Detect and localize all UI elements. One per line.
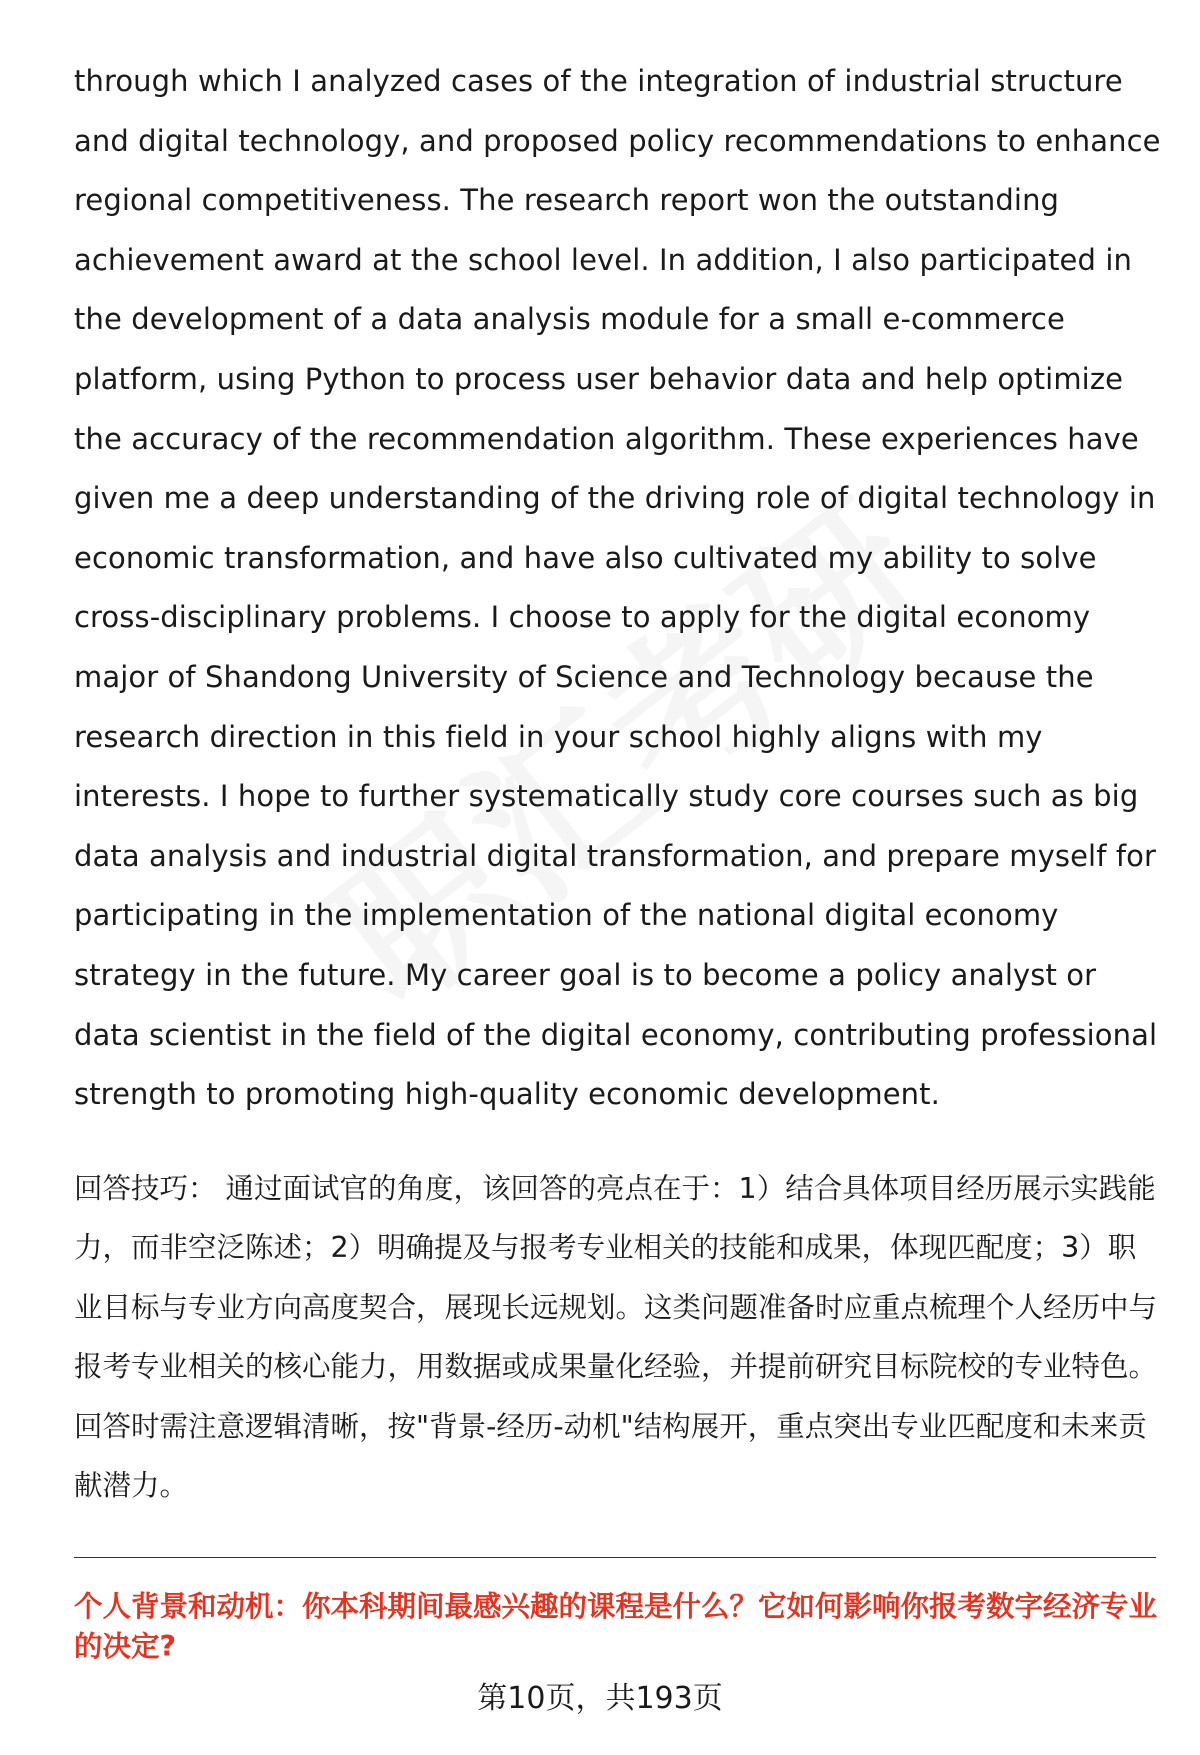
answer-paragraph-english: through which I analyzed cases of the integration of industrial structure and digital technology, and proposed policy recommendations to enhance regional competitiveness. The research report won the outstanding achievement award at the school level. In addition, I also participated in the development of a data analysis module for a small e-commerce platform, using Python to process user behavior data and help optimize the accuracy of the recommendation algorithm. These experiences have given me a deep understanding of the driving role of digital technology in economic transformation, and have also cultivated my ability to solve cross-disciplinary problems. I choose to apply for the digital economy major of Shandong University of Science and Technology because the research direction in this field in your school highly aligns with my interests. I hope to further systematically study core courses such as big data analysis and industrial digital transformation, and prepare myself for participating in the implementation of the national digital economy strategy in the future. My career goal is to become a policy analyst or data scientist in the field of the digital economy, contributing professional strength to promoting high-quality economic development. [74,64,1161,1112]
section-divider [74,1557,1156,1558]
document-body [74,52,1164,1516]
page-number-footer: 第10页，共193页 [477,1681,723,1716]
question-heading: 个人背景和动机：你本科期间最感兴趣的课程是什么？它如何影响你报考数字经济专业的决定? [74,1590,1158,1663]
answer-tips-paragraph: 回答技巧： 通过面试官的角度，该回答的亮点在于：1）结合具体项目经历展示实践能力，而非空泛陈述；2）明确提及与报考专业相关的技能和成果，体现匹配度；3）职业目标与专业方向高度契合，展现长远规划。这类问题准备时应重点梳理个人经历中与报考专业相关的核心能力，用数据或成果量化经验，并提前研究目标院校的专业特色。回答时需注意逻辑清晰，按"背景-经历-动机"结构展开，重点突出专业匹配度和未来贡献潜力。 [74,1171,1158,1503]
